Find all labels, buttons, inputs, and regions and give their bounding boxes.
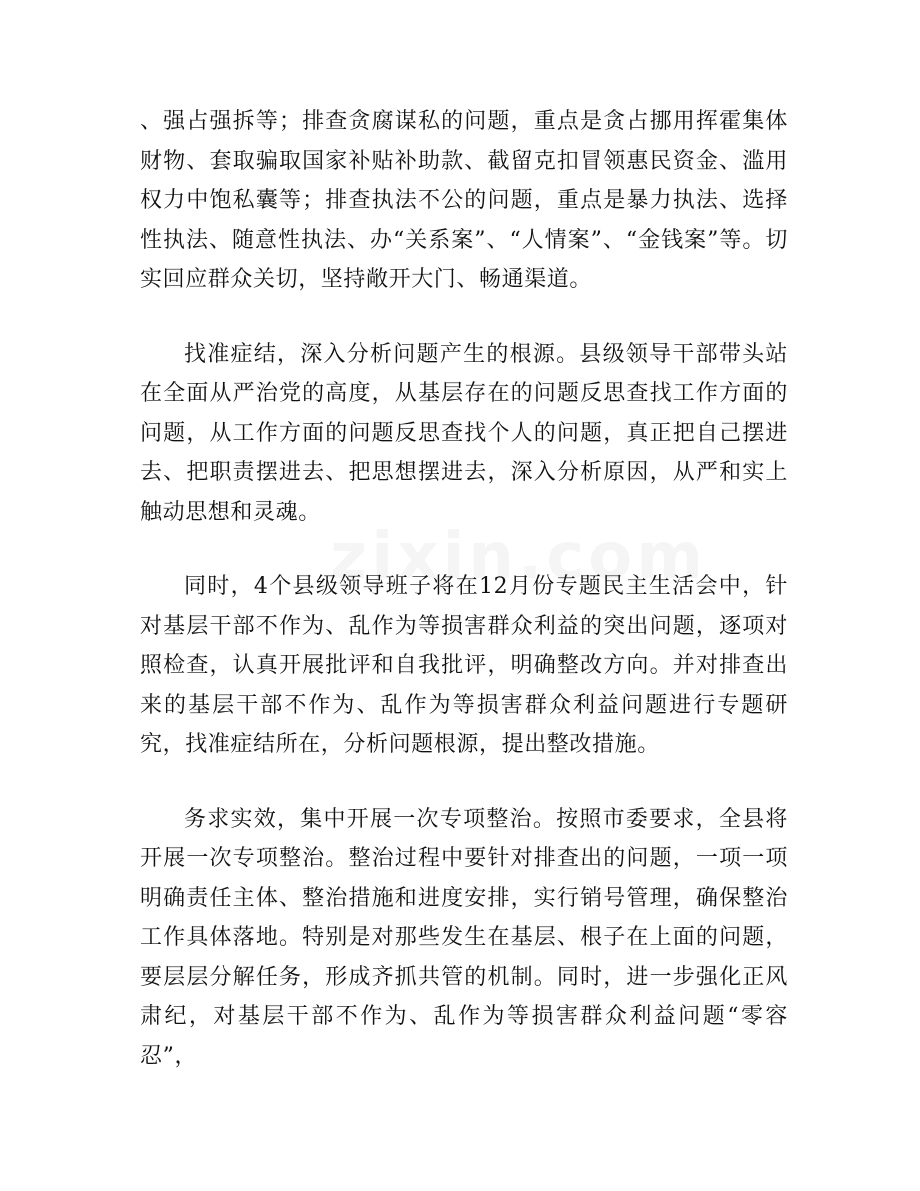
paragraph-1: 、强占强拆等；排查贪腐谋私的问题，重点是贪占挪用挥霍集体财物、套取骗取国家补贴补助款、截留克扣冒领惠民资金、滥用权力中饱私囊等；排查执法不公的问题，重点是暴力执法、选择性执法、随意性执法、办“关系案”、“人情案”、“金钱案”等。切实回应群众关切，坚持敞开大门、畅通渠道。 <box>140 109 788 292</box>
paragraph-3: 同时，4个县级领导班子将在12月份专题民主生活会中，针对基层干部不作为、乱作为等损害群众利益的突出问题，逐项对照检查，认真开展批评和自我批评，明确整改方向。并对排查出来的基层干部不作为、乱作为等损害群众利益问题进行专题研究，找准症结所在，分析问题根源，提出整改措施。 <box>140 574 788 757</box>
paragraph-gap <box>140 532 788 567</box>
paragraph-2: 找准症结，深入分析问题产生的根源。县级领导干部带头站在全面从严治党的高度，从基层存在的问题反思查找工作方面的问题，从工作方面的问题反思查找个人的问题，真正把自己摆进去、把职责摆进去、把思想摆进去，深入分析原因，从严和实上触动思想和灵魂。 <box>140 341 788 525</box>
paragraph-gap <box>140 300 788 335</box>
document-body <box>140 102 788 1076</box>
paragraph-4: 务求实效，集中开展一次专项整治。按照市委要求，全县将开展一次专项整治。整治过程中要针对排查出的问题，一项一项明确责任主体、整治措施和进度安排，实行销号管理，确保整治工作具体落地。特别是对那些发生在基层、根子在上面的问题，要层层分解任务，形成齐抓共管的机制。同时，进一步强化正风肃纪，对基层干部不作为、乱作为等损害群众利益问题“零容忍”， <box>140 806 788 1069</box>
paragraph-gap <box>140 765 788 800</box>
